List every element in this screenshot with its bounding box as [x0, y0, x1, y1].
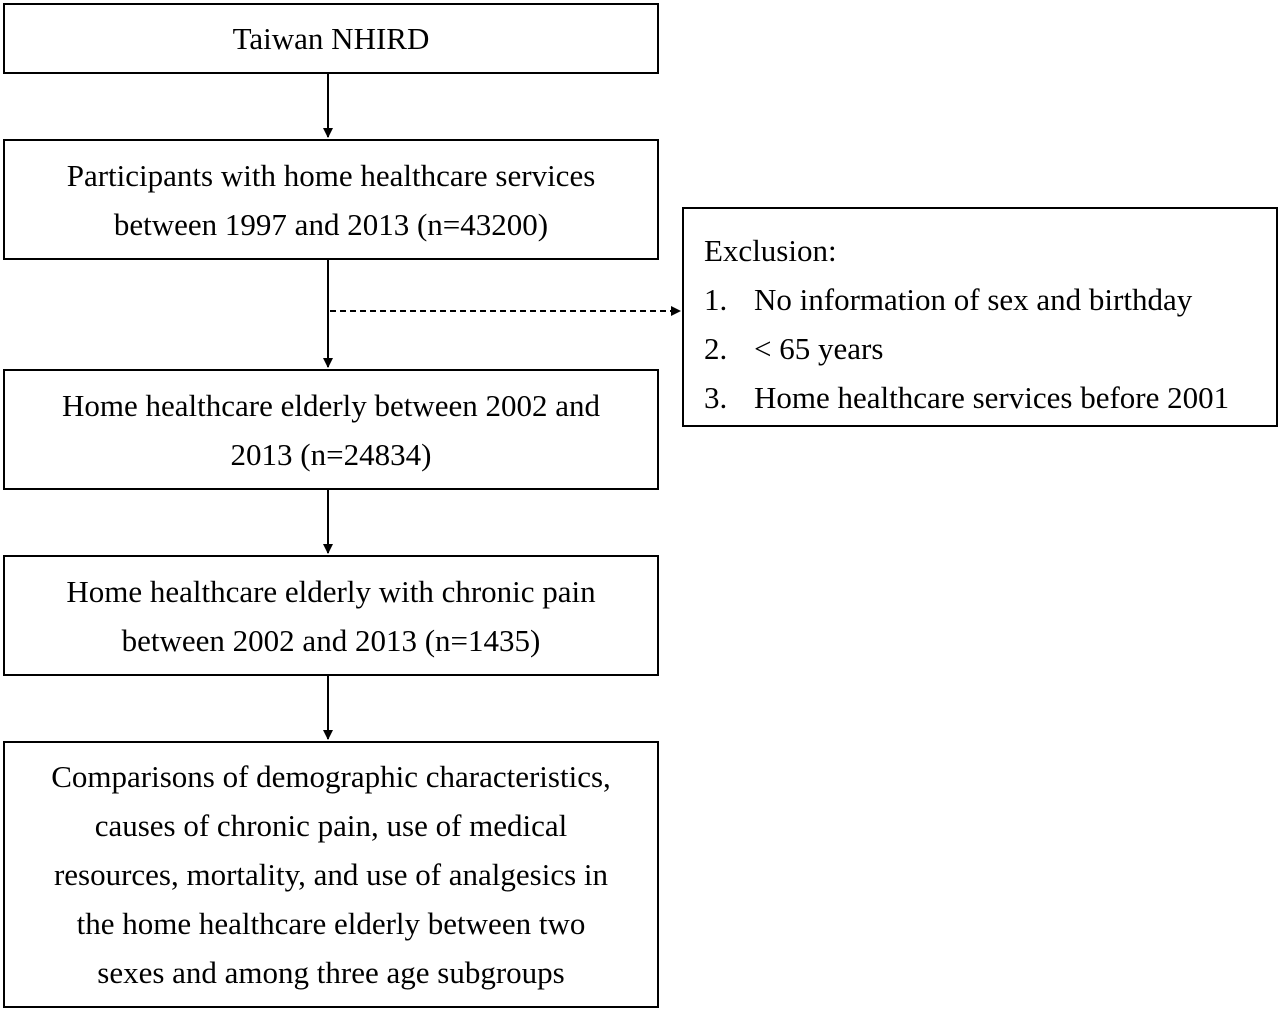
exclusion-item-number: 3. — [704, 380, 728, 415]
exclusion-item-text: No information of sex and birthday — [754, 282, 1193, 317]
step-box-data-source — [3, 3, 659, 74]
step-text-line: sexes and among three age subgroups — [97, 955, 565, 990]
step-text-line: between 1997 and 2013 (n=43200) — [113, 206, 549, 242]
exclusion-box — [682, 207, 1278, 427]
step-text-line: Home healthcare elderly with chronic pain — [66, 573, 596, 609]
step-box-chronic-pain — [3, 555, 659, 676]
step-text-line: Comparisons of demographic characteristics, — [51, 759, 611, 794]
step-box-comparisons — [3, 741, 659, 1008]
exclusion-item — [704, 373, 1276, 422]
exclusion-item-text: Home healthcare services before 2001 — [754, 380, 1230, 415]
step-text-line: causes of chronic pain, use of medical — [94, 808, 568, 843]
step-text-line: Taiwan NHIRD — [232, 21, 430, 56]
exclusion-item-number: 1. — [704, 282, 728, 317]
exclusion-item-number: 2. — [704, 331, 728, 366]
step-box-elderly — [3, 369, 659, 490]
exclusion-item — [704, 324, 1276, 373]
step-text-line: resources, mortality, and use of analgesics in — [53, 857, 609, 892]
exclusion-item-text: < 65 years — [754, 331, 884, 366]
exclusion-item — [704, 275, 1276, 324]
step-text-line: between 2002 and 2013 (n=1435) — [121, 622, 541, 658]
step-box-participants — [3, 139, 659, 260]
step-text-line: 2013 (n=24834) — [230, 436, 432, 472]
step-text-line: Participants with home healthcare services — [66, 157, 596, 193]
exclusion-title: Exclusion: — [704, 233, 837, 268]
step-text-line: the home healthcare elderly between two — [76, 906, 586, 941]
step-text-line: Home healthcare elderly between 2002 and — [62, 387, 600, 423]
